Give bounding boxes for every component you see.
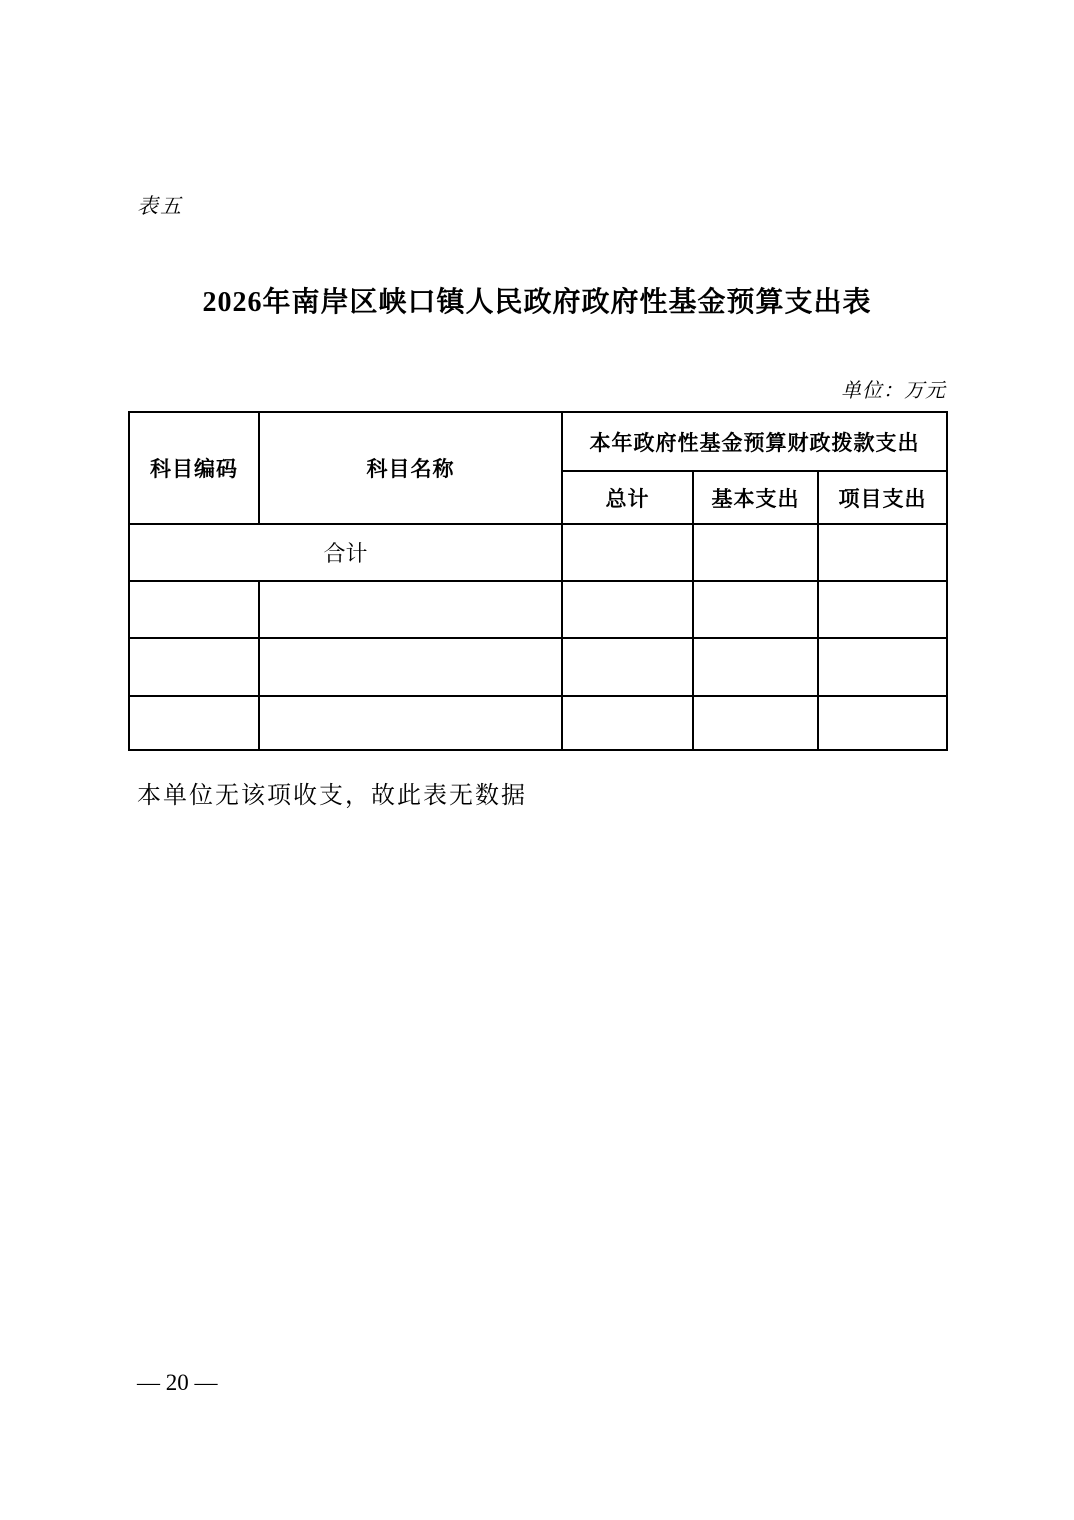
cell-name xyxy=(259,696,562,750)
cell-total-project xyxy=(818,524,947,581)
cell-total-total xyxy=(562,524,693,581)
table-row xyxy=(129,696,947,750)
table-row xyxy=(129,581,947,638)
cell-project xyxy=(818,581,947,638)
header-project-expenditure: 项目支出 xyxy=(818,471,947,524)
cell-code xyxy=(129,696,259,750)
cell-basic xyxy=(693,696,818,750)
header-subject-name: 科目名称 xyxy=(259,412,562,524)
unit-label: 单位：万元 xyxy=(841,380,946,402)
page-number: — 20 — xyxy=(137,1370,218,1395)
cell-basic xyxy=(693,638,818,696)
header-basic-expenditure: 基本支出 xyxy=(693,471,818,524)
no-data-note: 本单位无该项收支，故此表无数据 xyxy=(137,783,527,809)
table-row-total xyxy=(129,524,947,581)
cell-total-basic xyxy=(693,524,818,581)
budget-table xyxy=(128,411,948,751)
table-row xyxy=(129,638,947,696)
header-group-fund-expenditure: 本年政府性基金预算财政拨款支出 xyxy=(562,412,947,471)
table-header-row-1 xyxy=(129,412,947,471)
cell-total xyxy=(562,696,693,750)
cell-basic xyxy=(693,581,818,638)
header-subject-code: 科目编码 xyxy=(129,412,259,524)
cell-total-label: 合计 xyxy=(129,524,562,581)
cell-name xyxy=(259,581,562,638)
cell-name xyxy=(259,638,562,696)
cell-project xyxy=(818,638,947,696)
cell-total xyxy=(562,638,693,696)
cell-project xyxy=(818,696,947,750)
document-title: 2026年南岸区峡口镇人民政府政府性基金预算支出表 xyxy=(202,287,872,318)
cell-code xyxy=(129,638,259,696)
cell-code xyxy=(129,581,259,638)
table-number-label: 表五 xyxy=(137,194,183,218)
cell-total xyxy=(562,581,693,638)
header-total: 总计 xyxy=(562,471,693,524)
